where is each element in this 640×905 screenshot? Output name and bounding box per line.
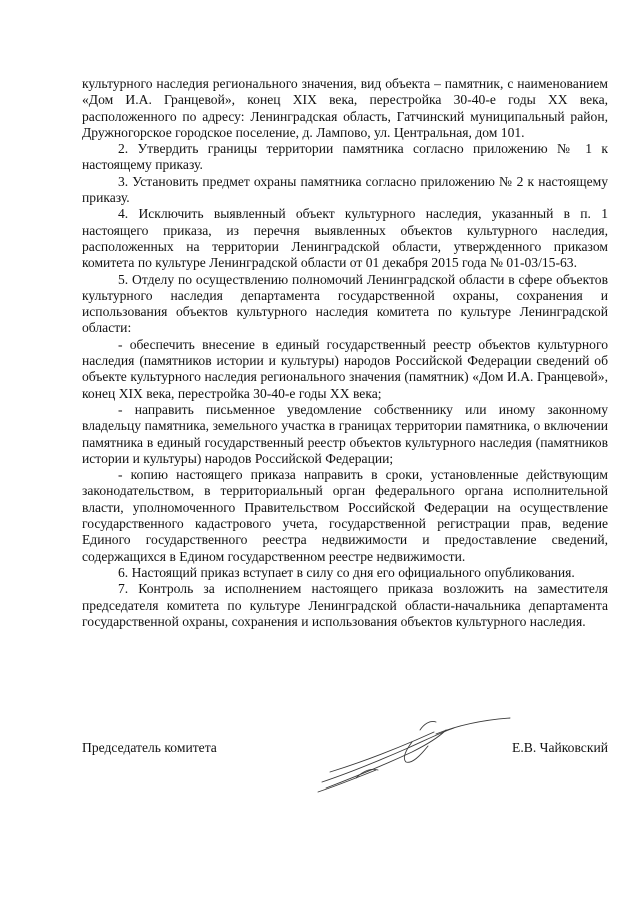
signatory-name: Е.В. Чайковский: [512, 740, 608, 755]
paragraph-item-3: 3. Установить предмет охраны памятника согласно приложению № 2 к настоящему приказу.: [82, 173, 608, 206]
paragraph-subitem-notify: - направить письменное уведомление собственнику или иному законному владельцу памятника, земельного участка в границах территории памятника, о включении памятника в единый государственный реестр объектов культурного наследия (памятников истории и культуры) народов Российской Федерации;: [82, 401, 608, 466]
handwritten-signature: [316, 712, 512, 796]
paragraph-item-7: 7. Контроль за исполнением настоящего приказа возложить на заместителя председателя комитета по культуре Ленинградской области-начальника департамента государственной охраны, сохранения и использования объектов культурного наследия.: [82, 581, 608, 629]
paragraph-item-4: 4. Исключить выявленный объект культурного наследия, указанный в п. 1 настоящего приказа, из перечня выявленных объектов культурного наследия, расположенных на территории Ленинградской области, утвержденного приказом комитета по культуре Ленинградской области от 01 декабря 2015 года № 01-03/15-63.: [82, 206, 608, 271]
paragraph-item-5: 5. Отделу по осуществлению полномочий Ленинградской области в сфере объектов культурного наследия департамента государственной охраны, сохранения и использования объектов культурного наследия комитета по культуре Ленинградской области:: [82, 271, 608, 336]
paragraph-subitem-register: - обеспечить внесение в единый государственный реестр объектов культурного наследия (памятников истории и культуры) народов Российской Федерации сведений об объекте культурного наследия регионального значения (памятник) «Дом И.А. Гранцевой», конец XIX века, перестройка 30-40-е годы XX века;: [82, 336, 608, 401]
document-body: [82, 76, 608, 630]
paragraph-item-2: 2. Утвердить границы территории памятника согласно приложению № 1 к настоящему приказу.: [82, 141, 608, 173]
signatory-title: Председатель комитета: [82, 740, 217, 755]
paragraph-subitem-copy: - копию настоящего приказа направить в сроки, установленные действующим законодательством, в территориальный орган федерального органа исполнительной власти, уполномоченного Правительством Российской Федерации на осуществление государственного кадастрового учета, государственной регистрации прав, ведение Единого государственного реестра недвижимости и предоставление сведений, содержащихся в Едином государственном реестре недвижимости.: [82, 467, 608, 564]
paragraph-intro: культурного наследия регионального значения, вид объекта – памятник, с наименованием «Дом И.А. Гранцевой», конец XIX века, перестройка 30-40-е годы XX века, расположенного по адресу: Ленинградская область, Гатчинский муниципальный район, Дружногорское городское поселение, д. Лампово, ул. Центральная, дом 101.: [82, 76, 608, 140]
paragraph-item-6: 6. Настоящий приказ вступает в силу со дня его официального опубликования.: [118, 564, 575, 580]
